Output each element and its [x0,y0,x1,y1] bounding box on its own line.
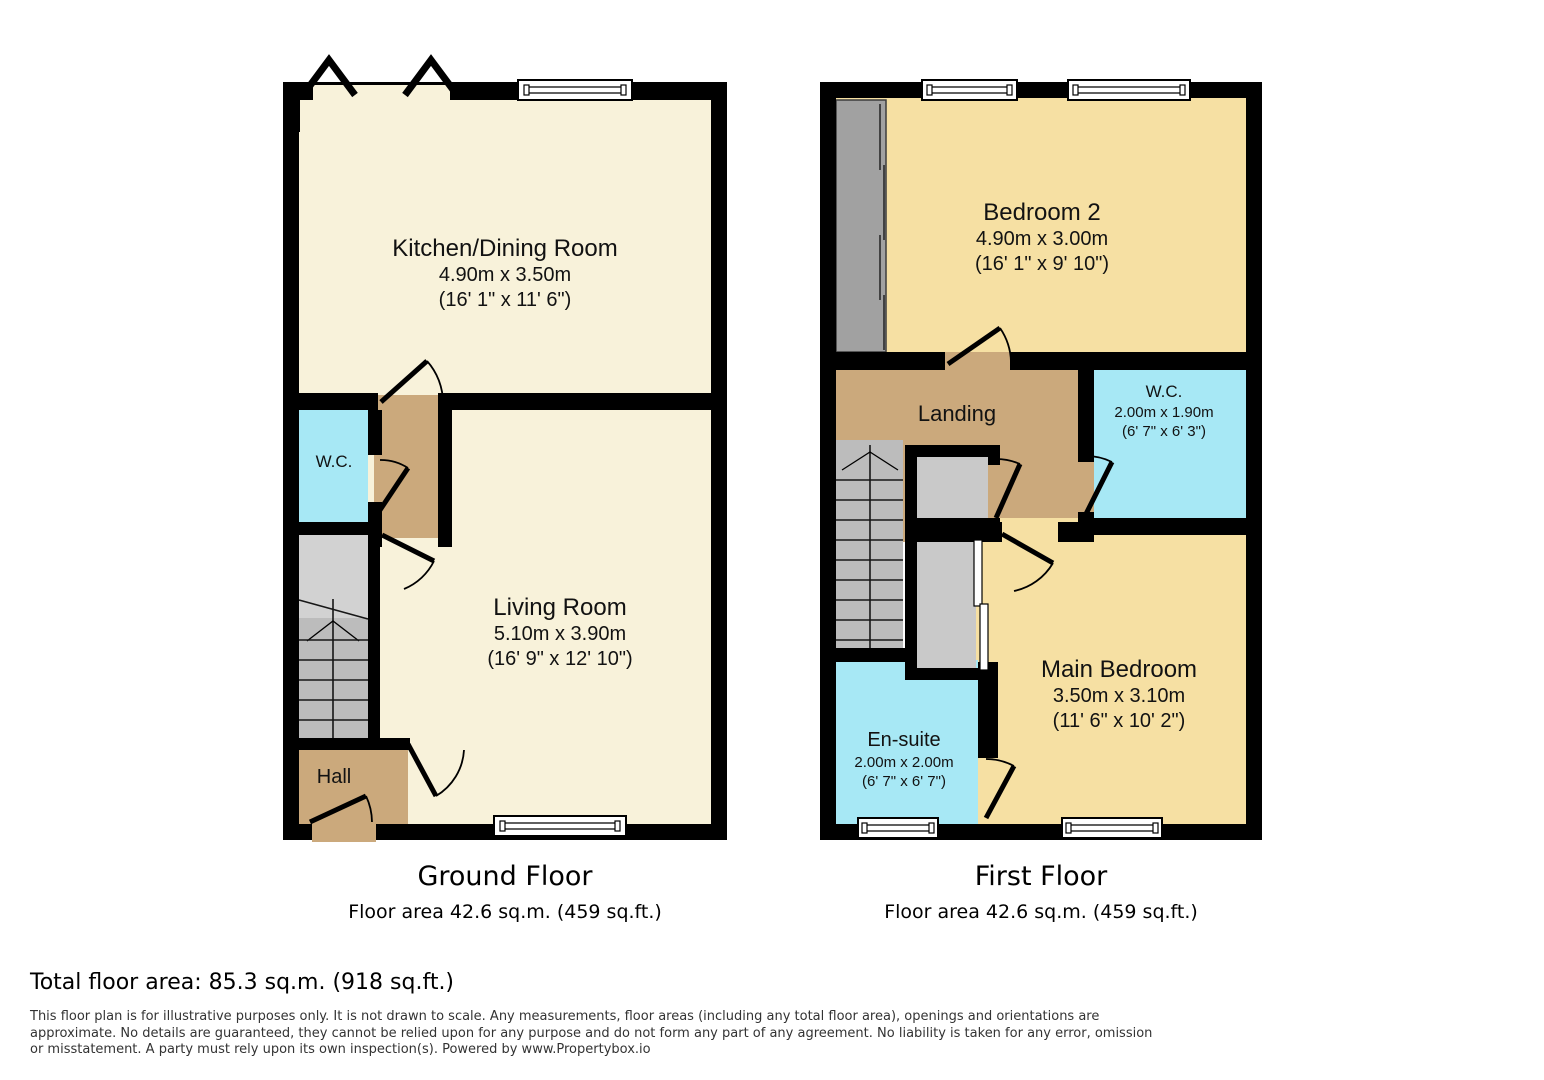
room-name: W.C. [315,452,353,471]
window [1062,818,1162,838]
room-label-wc-ground [316,452,353,472]
room-dimensions-metric: 4.90m x 3.00m [975,228,1109,250]
window [518,80,632,100]
ground-floor-subtitle: Floor area 42.6 sq.m. (459 sq.ft.) [348,901,662,923]
room-name: Bedroom 2 [983,199,1101,226]
room-dimensions-metric: 5.10m x 3.90m [493,623,627,645]
room-label-kitchen [392,234,617,313]
built-in-wardrobe [836,100,886,352]
room-dimensions-imperial: (16' 1" x 11' 6") [438,289,572,311]
disclaimer-text: This floor plan is for illustrative purposes only. It is not drawn to scale. Any measurements, floor areas (including any total floor area), openings and orientations are approximate. No details are guaranteed, they cannot be relied upon for any purpose and do not form any part of any agreement. No liability is taken for any error, omission or misstatement. A party must rely upon its own inspection(s). Powered by www.Propertybox.io [30,1009,1153,1057]
total-floor-area: Total floor area: 85.3 sq.m. (918 sq.ft.) [30,970,455,995]
first-floor-title: First Floor [974,861,1108,892]
ground-floor-plan [283,60,727,842]
ground-floor-title: Ground Floor [417,861,593,892]
room-name: Main Bedroom [1040,656,1198,683]
room-dimensions-imperial: (6' 7" x 6' 7") [862,773,946,790]
room-label-landing [918,401,996,427]
room-dimensions-imperial: (11' 6" x 10' 2") [1052,710,1186,732]
window [494,816,626,836]
room-label-living [487,593,632,672]
first-floor-subtitle: Floor area 42.6 sq.m. (459 sq.ft.) [884,901,1198,923]
window [1068,80,1190,100]
room-name: Landing [917,401,997,426]
room-name: Kitchen/Dining Room [392,235,618,262]
room-label-wc-first [1114,381,1213,441]
room-dimensions-imperial: (6' 7" x 6' 3") [1122,423,1206,440]
room-label-bedroom2 [975,198,1109,277]
window [858,818,938,838]
room-label-hall [317,766,351,789]
room-name: En-suite [867,729,941,751]
room-dimensions-metric: 2.00m x 2.00m [854,754,954,771]
room-dimensions-metric: 3.50m x 3.10m [1052,685,1186,707]
room-label-main-bedroom [1041,655,1197,734]
room-name: Hall [316,766,352,788]
window [922,80,1017,100]
room-name: W.C. [1145,382,1183,401]
room-dimensions-imperial: (16' 1" x 9' 10") [974,253,1110,275]
room-dimensions-imperial: (16' 9" x 12' 10") [487,648,633,670]
room-dimensions-metric: 4.90m x 3.50m [438,264,572,286]
room-label-ensuite [854,728,953,791]
room-hall [299,748,408,824]
room-name: Living Room [493,594,627,621]
room-dimensions-metric: 2.00m x 1.90m [1114,404,1214,421]
entrance-threshold [312,818,376,842]
storage-cupboard-top [905,445,1000,530]
